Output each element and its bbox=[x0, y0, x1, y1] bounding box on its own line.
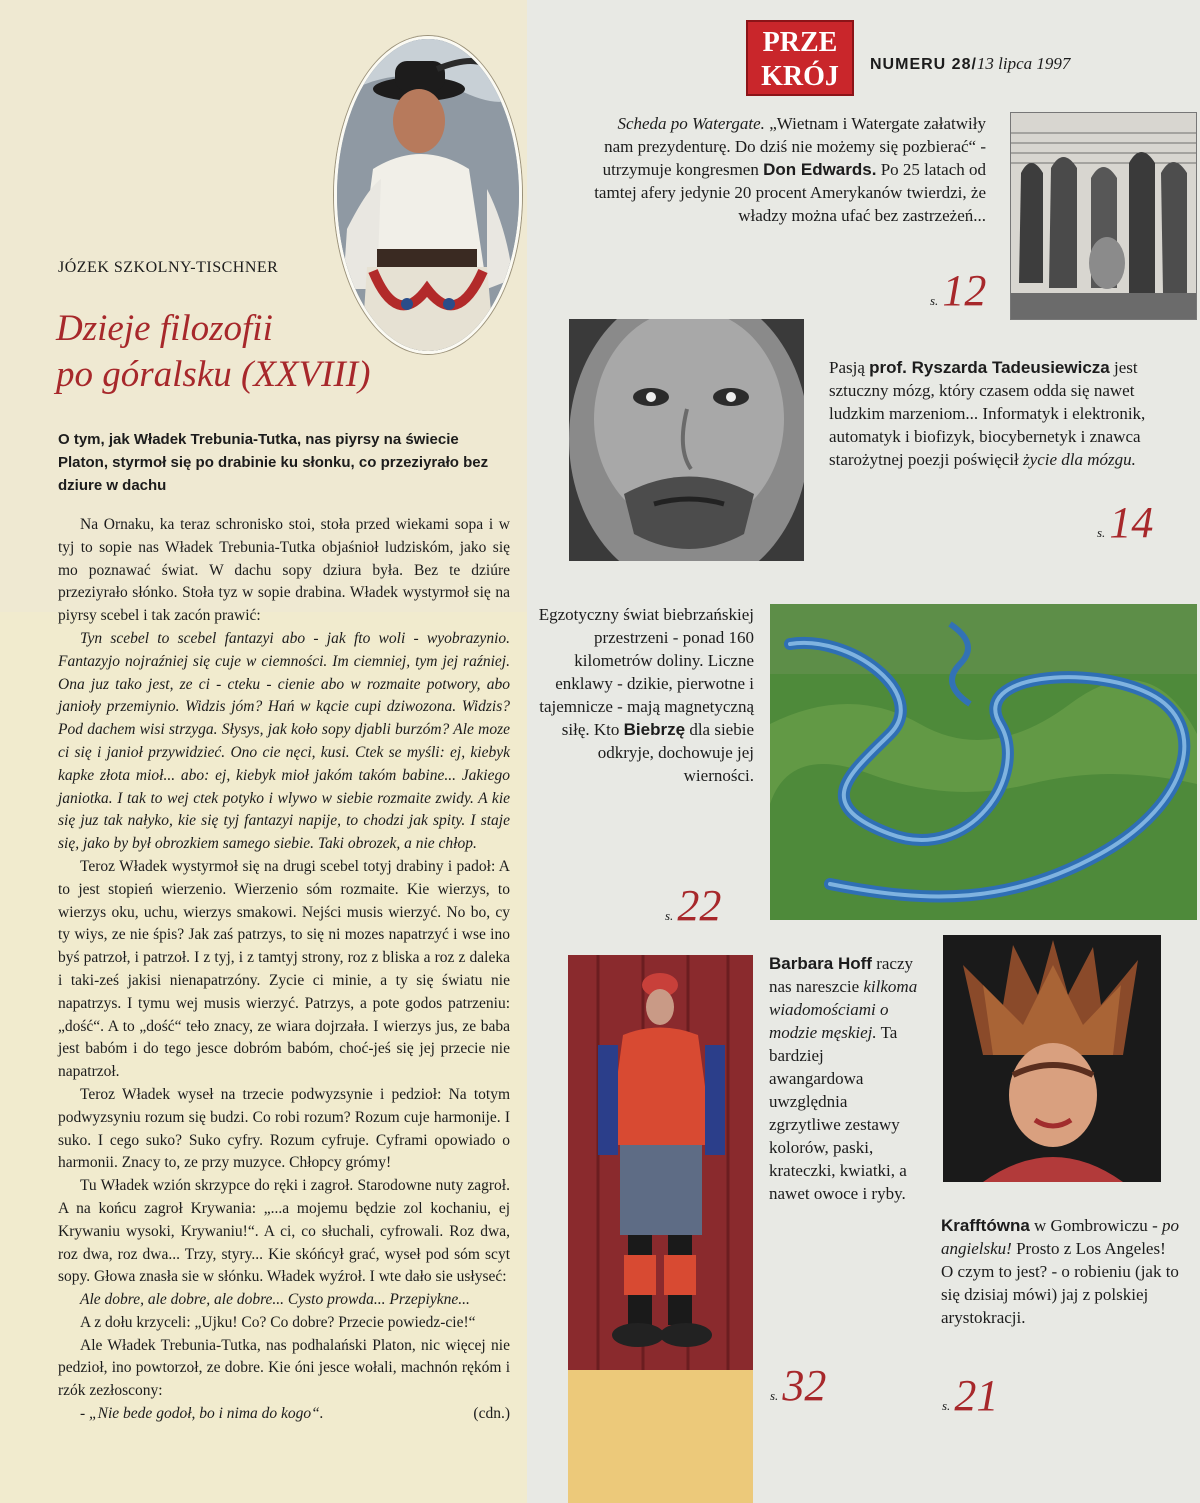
teaser-text: Ta bardziej awangardowa uwzględnia zgrzytliwe zestawy kolorów, paski, krateczki, kwiatki, a nawet owoce i ryby. bbox=[769, 1023, 907, 1203]
paragraph: Teroz Władek wystyrmoł się na drugi scebel totyj drabiny i padoł: A to jest stopień wierzenio. Wierzenio sóm rozmaite. Kie wierzys, to wierzys oku, uchu, wierzys smakowi. Nejści musis wierzyć. No bo, cy ty wiys, ze nie śpis? Jak zaś patrzys, to się ni mozes napatrzyć i wse ino byś patrzoł, i patrzoł. I z tyj, i z tamtyj strony, roz z bliska a roz z daleka i taki-ześ jakisi nienapatrzóny. Zycie ci minie, a ty się światu nie napatrzys. I tymu wej musis wierzyć. Patrzys, a pote godos patrzeniu: „dość“. A to „dość“ teło znacy, ze wiara dojrzała. I wierzys jus, ze baba jest babóm i do tego jesce dobróm babóm, choć-jeś się jej przecie nie napatrzoł. bbox=[58, 857, 510, 1081]
page-number: 12 bbox=[942, 266, 987, 315]
teaser-name: prof. Ryszarda Tadeusiewicza bbox=[869, 358, 1110, 377]
continued-note: (cdn.) bbox=[473, 1405, 510, 1423]
teaser-text: Egzotyczny świat biebrzańskiej przestrzeni - ponad 160 kilometrów doliny. Liczne enklawy - dzikie, pierwotne i tajemnicze - mają magnetyczną siłę. Kto bbox=[538, 605, 754, 739]
paragraph: Tu Władek wzión skrzypce do ręki i zagroł. Starodowne nuty zagroł. A na końcu zagroł Krywania: „...a mojemu będzie zol kochaniu, ej Krywaniu wysoki, Krywaniu!“. A ci, co słuchali, cyfrowali. Roz dwa, roz dwa, roz dwa... Trzy, styry... Kie skóńcył grać, wyseł pod sóm scyt sopy. Głowa znasła sie w słónku. Władek wyźroł. I wte dało sie usłyseć: bbox=[58, 1177, 510, 1286]
logo-bottom-text: KRÓJ bbox=[761, 61, 839, 92]
teaser-italic: życie dla mózgu. bbox=[1023, 450, 1136, 469]
teaser-text: raczy nas nareszcie bbox=[769, 954, 914, 996]
engraving-illustration bbox=[1010, 112, 1197, 320]
issue-date: 13 lipca 1997 bbox=[976, 54, 1071, 73]
professor-face-photo bbox=[569, 319, 804, 561]
teaser-italic: - po angielsku! bbox=[941, 1216, 1179, 1258]
issue-number: NUMERU 28/ bbox=[870, 56, 977, 73]
teaser-italic: kilkoma wiadomościami o modzie męskiej. bbox=[769, 977, 918, 1042]
page-ref-12[interactable] bbox=[930, 265, 986, 316]
paragraph: Ale Władek Trebunia-Tutka, nas podhalański Platon, nic więcej nie pedzioł, ino powtorzoł, ze dobre. Kie óni jesce wołali, machnón rękóm i rzók zezłoscony: bbox=[58, 1336, 510, 1400]
fashion-model-photo bbox=[568, 955, 753, 1370]
page-number: 32 bbox=[782, 1361, 827, 1410]
teaser-text: Pasją bbox=[829, 358, 870, 377]
issue-info bbox=[870, 54, 1070, 74]
title-line-2: po góralsku (XXVIII) bbox=[56, 354, 371, 395]
page-prefix: s. bbox=[665, 908, 674, 923]
paragraph: Na Ornaku, ka teraz schronisko stoi, stoła przed wiekami sopa i w tyj to sopie nas Władek Trebunia-Tutka objaśnioł ludziskóm, jako się mo poznawać świat. W dachu sopy dziura była. Bez te dziúre przeziyrało słónko. Stoła tyz w sopie drabina. Władek wystyrmoł się na piyrsy scebel i tak zacón prawić: bbox=[58, 516, 510, 625]
article-title bbox=[56, 306, 370, 398]
page-ref-32[interactable] bbox=[770, 1360, 826, 1411]
teaser-text: Prosto z Los Angeles! O czym to jest? - o robieniu (jak to się dzisiaj mówi) jaj z polskiej arystokracji. bbox=[941, 1239, 1179, 1327]
krafftowna-photo bbox=[943, 935, 1161, 1182]
title-line-1: Dzieje filozofii bbox=[56, 308, 273, 349]
teaser-krafftowna[interactable] bbox=[941, 1214, 1181, 1329]
teaser-text: Po 25 latach od tamtej afery jedynie 20 procent Amerykanów twierdzi, że władzy można ufać bez zastrzeżeń... bbox=[594, 160, 986, 225]
page-prefix: s. bbox=[942, 1398, 951, 1413]
paragraph: Ale dobre, ale dobre, ale dobre... Cysto prowda... Przepiykne... bbox=[80, 1291, 470, 1309]
teaser-kicker: Scheda po Watergate. bbox=[617, 114, 765, 133]
page-prefix: s. bbox=[770, 1388, 779, 1403]
article-body bbox=[58, 514, 510, 1426]
teaser-hoff[interactable] bbox=[769, 952, 919, 1205]
page-number: 21 bbox=[954, 1371, 999, 1420]
biebrza-river-photo bbox=[770, 604, 1197, 920]
teaser-name: Don Edwards. bbox=[763, 160, 877, 179]
yellow-floor-block bbox=[568, 1370, 753, 1503]
teaser-watergate[interactable] bbox=[586, 112, 986, 227]
closing-line bbox=[58, 1403, 510, 1426]
teaser-text: „Wietnam i Watergate załatwiły nam prezydenturę. Do dziś nie możemy się pozbierać“ - utrzymuje kongresmen bbox=[602, 114, 986, 179]
page-ref-21[interactable] bbox=[942, 1370, 998, 1421]
przekroj-logo bbox=[746, 20, 854, 96]
article-lead: O tym, jak Władek Trebunia-Tutka, nas piyrsy na świecie Platon, styrmoł się po drabinie ku słonku, co przeziyrało bez dziure w dachu bbox=[58, 431, 489, 494]
page-prefix: s. bbox=[930, 293, 939, 308]
teaser-biebrza[interactable] bbox=[524, 603, 754, 787]
paragraph: A z dołu krzyceli: „Ujku! Co? Co dobre? Przecie powiedz-cie!“ bbox=[80, 1313, 476, 1331]
teaser-tadeusiewicz[interactable] bbox=[829, 356, 1149, 471]
teaser-text: jest sztuczny mózg, który czasem odda się nawet ludzkim marzeniom... Informatyk i elektronik, automatyk i biofizyk, biocybernetyk i znawca starożytnej poezji poświęcił bbox=[829, 358, 1146, 469]
teaser-text: w Gombrowiczu bbox=[1029, 1216, 1153, 1235]
page-ref-14[interactable] bbox=[1097, 497, 1153, 548]
paragraph: Tyn scebel to scebel fantazyi abo - jak fto woli - wyobrazynio. Fantazyjo nojraźniej się cuje w ciemności. Im ciemniej, tym jej raźniej. Ona juz tako jest, ze ci - cteku - cienie abo w rozmaite potwory, abo janioły przemiynio. Widzis jóm? Hań w kącie cupi dziwozona. Widzis? Pod dachem wisi strzyga. Słysys, jak koło sopy djabli burzóm? Ale moze ci się i janioł przywidzieć. Ono cie nęci, kusi. Ctek se myśli: ej, kiebyk kapke złota mioł... abo: ej, kiebyk mioł jakóm takóm babine... Jakiego janiotka. I tak to wej ctek potyko i wlywo w siebie rozmaite zwidy. A kie się juz tak nałyko, kie się tyj fantazyi napije, to chodzi jak spity. I staje się, jako by był obrozkiem samego siebie. Taki obrozek, a nie chłop. bbox=[58, 629, 510, 853]
page-ref-22[interactable] bbox=[665, 880, 721, 931]
page-number: 22 bbox=[677, 881, 722, 930]
teaser-text: dla siebie odkryje, dochowuje jej wierności. bbox=[597, 720, 754, 785]
page-number: 14 bbox=[1109, 498, 1154, 547]
paragraph: Teroz Władek wyseł na trzecie podwyzsynie i pedzioł: Na totym podwyzsyniu rozum się budzi. Co robi rozum? Rozum cuje harmonije. I suko. I cego suko? Suko cyfry. Rozum cyfruje. Cyframi opowiado o harmonii. Znacy to, ze przy muzyce. Chłopcy grómy! bbox=[58, 1085, 510, 1172]
teaser-name: Biebrzę bbox=[623, 720, 686, 739]
logo-top-text: PRZE bbox=[762, 27, 838, 58]
teaser-name: Krafftówna bbox=[941, 1216, 1030, 1235]
teaser-name: Barbara Hoff bbox=[769, 954, 872, 973]
page-prefix: s. bbox=[1097, 525, 1106, 540]
closing-quote: - „Nie bede godoł, bo i nima do kogo“. bbox=[80, 1405, 324, 1423]
author-name: JÓZEK SZKOLNY-TISCHNER bbox=[58, 259, 279, 276]
